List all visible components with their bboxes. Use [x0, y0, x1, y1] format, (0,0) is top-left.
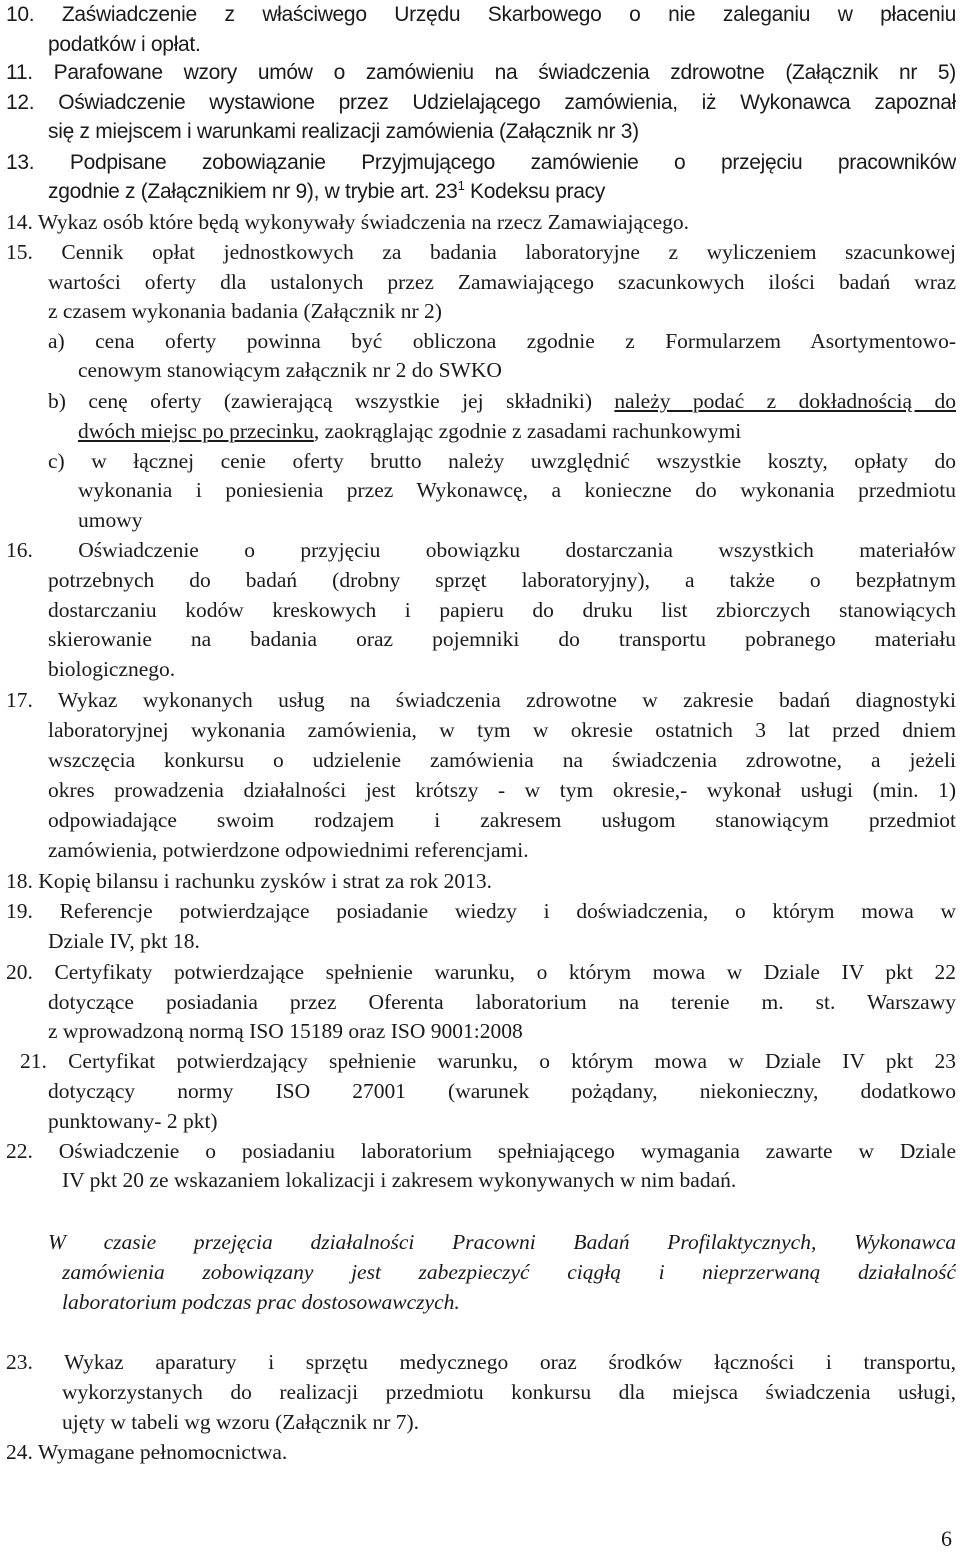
text-line: wykonania i poniesienia przez Wykonawcę, a konieczne do wykonania przedmiotu: [78, 478, 956, 502]
text-line: wartości oferty dla ustalonych przez Zamawiającego szacunkowych ilości badań wraz: [48, 270, 956, 294]
page-number: 6: [941, 1526, 952, 1551]
text-line: 23. Wykaz aparatury i sprzętu medycznego oraz środków łączności i transportu,: [6, 1350, 956, 1374]
superscript: 1: [457, 178, 465, 193]
text-line: 13. Podpisane zobowiązanie Przyjmującego zamówienie o przejęciu pracowników: [6, 151, 956, 174]
text-line: 19. Referencje potwierdzające posiadanie wiedzy i doświadczenia, o którym mowa w: [6, 899, 956, 923]
text-line: W czasie przejęcia działalności Pracowni Badań Profilaktycznych, Wykonawca: [48, 1230, 956, 1254]
text-line: laboratoryjnej wykonania zamówienia, w tym w okresie ostatnich 3 lat przed dniem: [48, 718, 956, 742]
text-line: 18. Kopię bilansu i rachunku zysków i strat za rok 2013.: [6, 869, 493, 893]
underlined-text: należy podać z dokładnością do: [614, 389, 956, 413]
text-line: podatków i opłat.: [48, 33, 201, 56]
text-line: 24. Wymagane pełnomocnictwa.: [6, 1440, 288, 1464]
text-line: umowy: [78, 508, 143, 532]
text-line: zamówienia zobowiązany jest zabezpieczyć ciągłą i nieprzerwaną działalność: [62, 1260, 956, 1284]
text-line: c) w łącznej cenie oferty brutto należy uwzględnić wszystkie koszty, opłaty do: [48, 449, 956, 473]
text-line: zamówienia, potwierdzone odpowiednimi referencjami.: [48, 838, 529, 862]
text-line: laboratorium podczas prac dostosowawczych.: [62, 1290, 460, 1314]
text-line: 10. Zaświadczenie z właściwego Urzędu Skarbowego o nie zaleganiu w płaceniu: [6, 3, 956, 26]
text-line: 12. Oświadczenie wystawione przez Udzielającego zamówienia, iż Wykonawca zapoznał: [6, 91, 956, 114]
underlined-text: dwóch miejsc po przecinku: [78, 419, 314, 443]
text-line: dwóch miejsc po przecinku, zaokrąglając zgodnie z zasadami rachunkowymi: [78, 419, 742, 443]
text-line: ujęty w tabeli wg wzoru (Załącznik nr 7).: [62, 1410, 420, 1434]
text-line: dotyczące posiadania przez Oferenta laboratorium na terenie m. st. Warszawy: [48, 990, 956, 1014]
text-line: dotyczący normy ISO 27001 (warunek pożądany, niekonieczny, dodatkowo: [48, 1079, 956, 1103]
text-line: IV pkt 20 ze wskazaniem lokalizacji i zakresem wykonywanych w nim badań.: [62, 1168, 737, 1192]
text-line: odpowiadające swoim rodzajem i zakresem usługom stanowiącym przedmiot: [48, 808, 956, 832]
text-line: wykorzystanych do realizacji przedmiotu konkursu dla miejsca świadczenia usługi,: [62, 1380, 956, 1404]
text-line: 17. Wykaz wykonanych usług na świadczenia zdrowotne w zakresie badań diagnostyki: [6, 688, 956, 712]
text-line: 14. Wykaz osób które będą wykonywały świadczenia na rzecz Zamawiającego.: [6, 210, 690, 234]
text-line: a) cena oferty powinna być obliczona zgodnie z Formularzem Asortymentowo-: [48, 329, 956, 353]
text-line: 11. Parafowane wzory umów o zamówieniu na świadczenia zdrowotne (Załącznik nr 5): [6, 61, 956, 84]
text-line: okres prowadzenia działalności jest krótszy - w tym okresie,- wykonał usługi (min. 1): [48, 778, 956, 802]
text-line: 20. Certyfikaty potwierdzające spełnienie warunku, o którym mowa w Dziale IV pkt 22: [6, 960, 956, 984]
text-line: się z miejscem i warunkami realizacji zamówienia (Załącznik nr 3): [48, 120, 639, 143]
text-line: 16. Oświadczenie o przyjęciu obowiązku dostarczania wszystkich materiałów: [6, 538, 956, 562]
text-line: 15. Cennik opłat jednostkowych za badania laboratoryjne z wyliczeniem szacunkowej: [6, 240, 956, 264]
text-line: skierowanie na badania oraz pojemniki do transportu pobranego materiału: [48, 627, 956, 651]
text-line: punktowany- 2 pkt): [48, 1109, 218, 1133]
text-line: z czasem wykonania badania (Załącznik nr 2): [48, 299, 442, 323]
text-line: b) cenę oferty (zawierającą wszystkie jej składniki) należy podać z dokładnością do: [48, 389, 956, 413]
text-line: wszczęcia konkursu o udzielenie zamówienia na świadczenia zdrowotne, a jeżeli: [48, 748, 956, 772]
text-line: biologicznego.: [48, 657, 176, 681]
text-line: Dziale IV, pkt 18.: [48, 929, 200, 953]
text-line: potrzebnych do badań (drobny sprzęt laboratoryjny), a także o bezpłatnym: [48, 568, 956, 592]
text-line: 22. Oświadczenie o posiadaniu laboratorium spełniającego wymagania zawarte w Dziale: [6, 1139, 956, 1163]
text-line: zgodnie z (Załącznikiem nr 9), w trybie art. $23^1$ Kodeksu pracy: [48, 178, 606, 203]
text-line: dostarczaniu kodów kreskowych i papieru do druku list zbiorczych stanowiących: [48, 598, 956, 622]
text-line: z wprowadzoną normą ISO 15189 oraz ISO 9001:2008: [48, 1019, 523, 1043]
text-line: cenowym stanowiącym załącznik nr 2 do SWKO: [78, 358, 502, 382]
text-line: 21. Certyfikat potwierdzający spełnienie warunku, o którym mowa w Dziale IV pkt 23: [20, 1049, 956, 1073]
